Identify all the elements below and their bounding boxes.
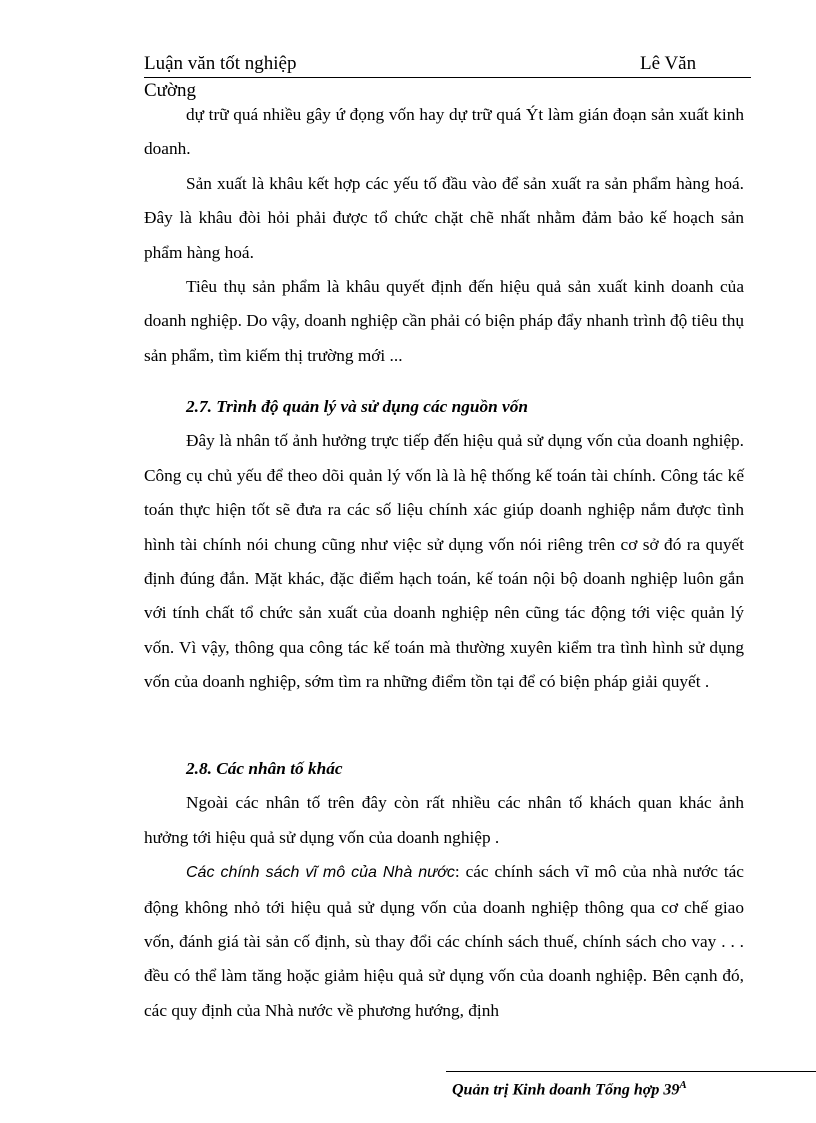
header-author-continuation: Cường: [144, 80, 197, 101]
footer: [452, 1074, 687, 1101]
paragraph: [144, 855, 744, 1028]
footer-rule: [446, 1071, 816, 1072]
italic-lead: Các chính sách vĩ mô của Nhà nước: [186, 864, 455, 882]
footer-superscript: A: [679, 1079, 687, 1091]
paragraph: Đây là nhân tố ảnh hưởng trực tiếp đến hiệu quả sử dụng vốn của doanh nghiệp. Công cụ chủ yếu để theo dõi quản lý vốn là là hệ thống kế toán tài chính. Công tác kế toán thực hiện tốt sẽ đưa ra các số liệu chính xác giúp doanh nghiệp nắm được tình hình tài chính nói chung cũng như việc sử dụng vốn nói riêng trên cơ sở đó ra quyết định đúng đắn. Mặt khác, đặc điểm hạch toán, kế toán nội bộ doanh nghiệp luôn gắn với tính chất tổ chức sản xuất của doanh nghiệp nên cũng tác động tới việc quản lý vốn. Vì vậy, thông qua công tác kế toán mà thường xuyên kiểm tra tình hình sử dụng vốn của doanh nghiệp, sớm tìm ra những điểm tồn tại để có biện pháp giải quyết .: [144, 431, 744, 692]
section-heading: 2.8. Các nhân tố khác: [186, 759, 343, 778]
section-2-8: [144, 752, 744, 1028]
paragraph: Sản xuất là khâu kết hợp các yếu tố đầu vào để sản xuất ra sản phẩm hàng hoá. Đây là khâu đòi hỏi phải được tổ chức chặt chẽ nhất nhằm đảm bảo kế hoạch sản phẩm hàng hoá.: [144, 173, 744, 262]
header-title: Luận văn tốt nghiệp: [144, 53, 297, 74]
header-rule: [144, 77, 751, 78]
section-heading: 2.7. Trình độ quản lý và sử dụng các nguồn vốn: [186, 397, 528, 416]
paragraph: dự trữ quá nhiều gây ứ đọng vốn hay dự trữ quá Ýt làm gián đoạn sản xuất kinh doanh.: [144, 105, 744, 159]
paragraph: Ngoài các nhân tố trên đây còn rất nhiều các nhân tố khách quan khác ảnh hưởng tới hiệu quả sử dụng vốn của doanh nghiệp .: [144, 793, 744, 847]
header-author: Lê Văn: [640, 53, 697, 74]
footer-text: Quản trị Kinh doanh Tổng hợp 39: [452, 1081, 680, 1099]
paragraph-text: : các chính sách vĩ mô của nhà nước tác động không nhỏ tới hiệu quả sử dụng vốn của doanh nghiệp thông qua cơ chế giao vốn, đánh giá tài sản cố định, sù thay đổi các chính sách thuế, chính sách cho vay . . . đều có thể làm tăng hoặc giảm hiệu quả sử dụng vốn của doanh nghiệp. Bên cạnh đó, các quy định của Nhà nước về phương hướng, định: [144, 862, 744, 1020]
section-2-7: [144, 390, 744, 700]
paragraph: Tiêu thụ sản phẩm là khâu quyết định đến hiệu quả sản xuất kinh doanh của doanh nghiệp. Do vậy, doanh nghiệp cần phải có biện pháp đẩy nhanh trình độ tiêu thụ sản phẩm, tìm kiếm thị trường mới ...: [144, 277, 744, 365]
body-block-1: [144, 98, 744, 373]
